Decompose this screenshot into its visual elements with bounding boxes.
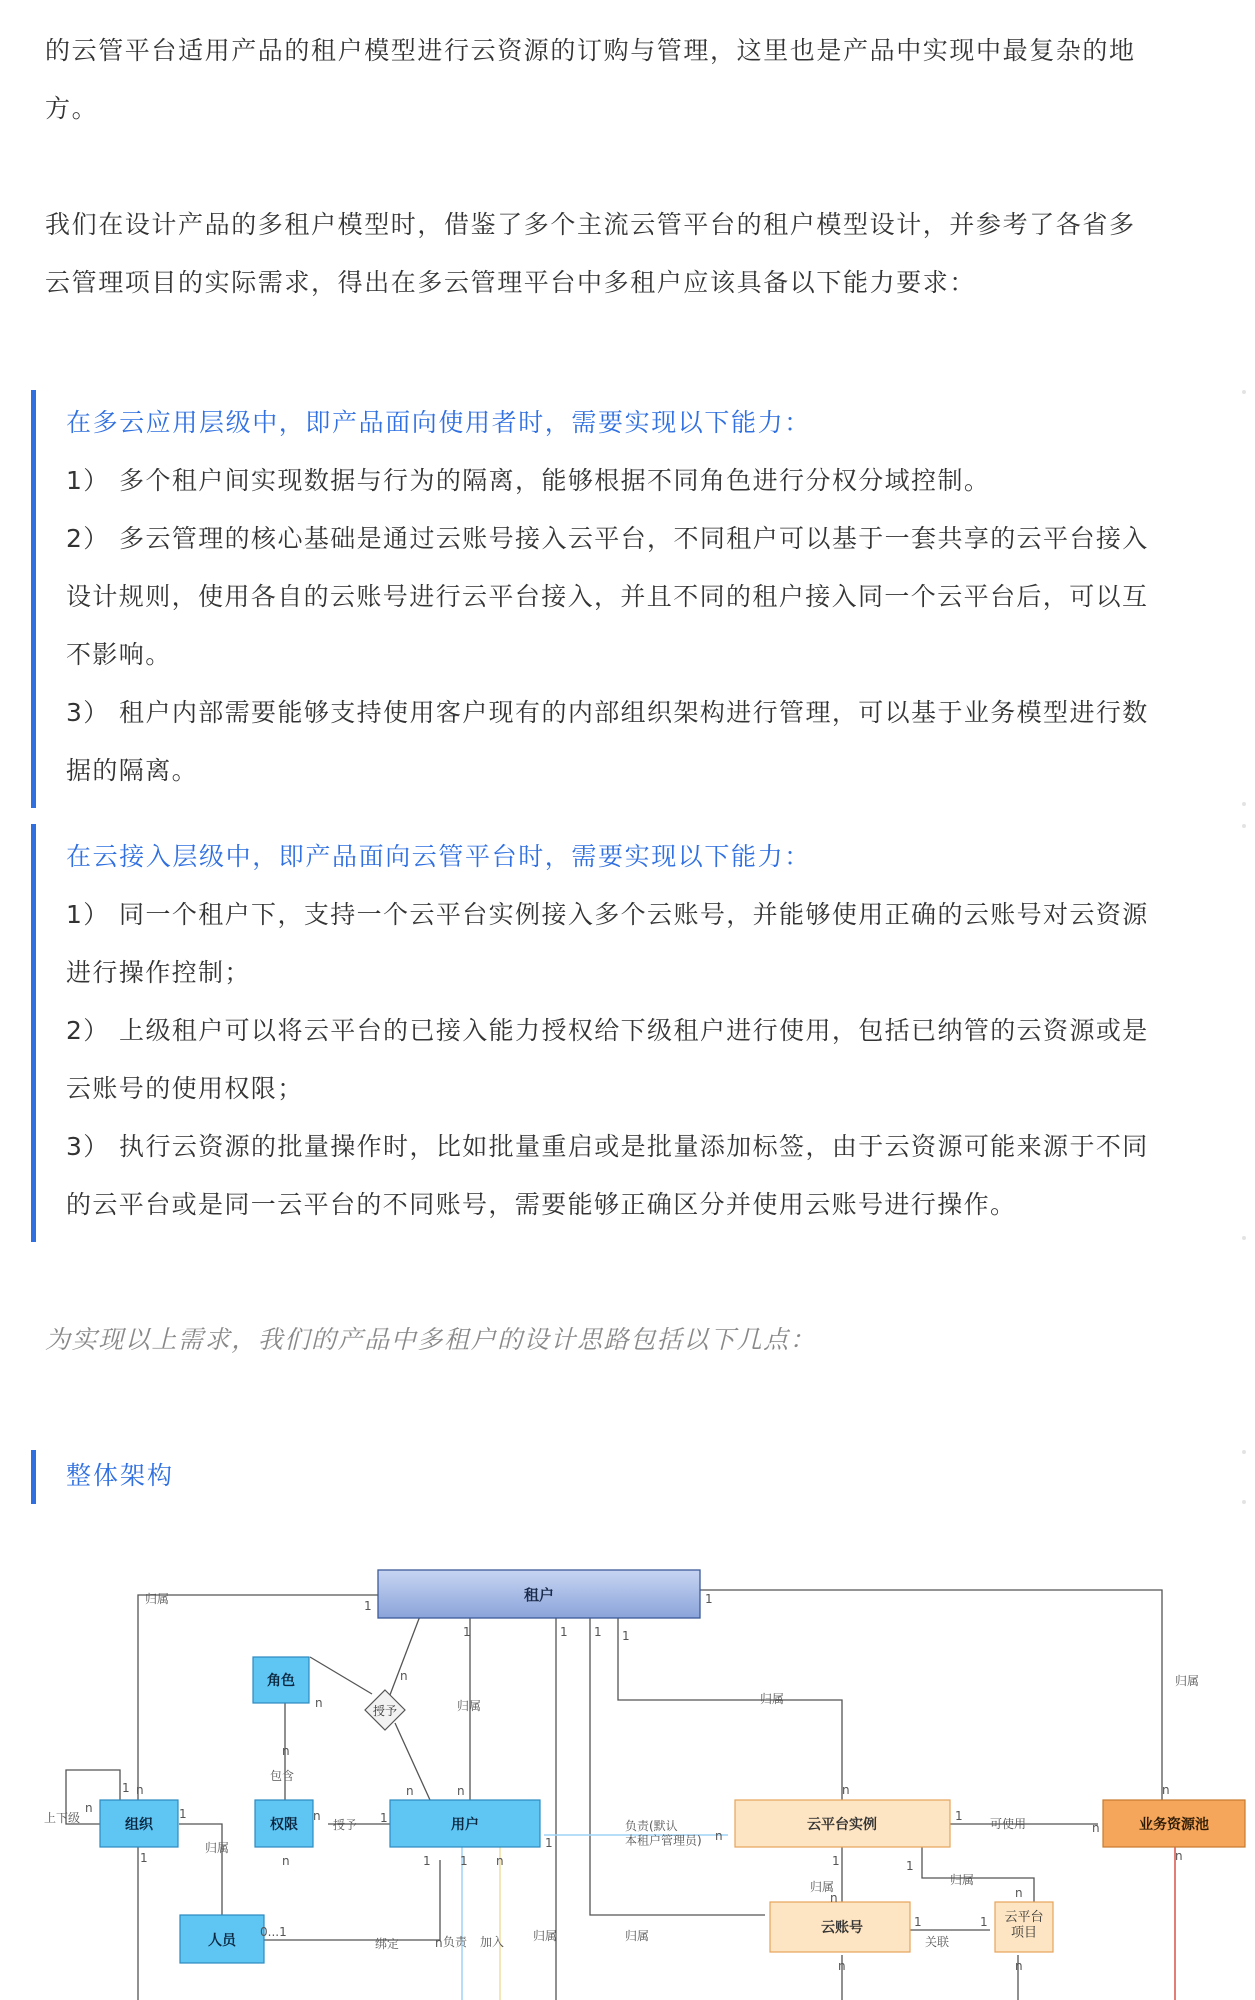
tenant-architecture-diagram bbox=[0, 1540, 1255, 2000]
intro-para2-line-2: 云管理项目的实际需求，得出在多云管理平台中多租户应该具备以下能力要求： bbox=[45, 268, 977, 297]
svg-text:组织: 组织 bbox=[125, 1817, 153, 1833]
svg-text:n: n bbox=[406, 1784, 414, 1798]
corner-dot bbox=[1242, 1500, 1246, 1504]
svg-text:1: 1 bbox=[622, 1629, 630, 1643]
quote-block-application-layer bbox=[31, 390, 1226, 808]
svg-text:n: n bbox=[842, 1783, 850, 1797]
svg-text:1: 1 bbox=[179, 1807, 187, 1821]
quote-item: 据的隔离。 bbox=[66, 756, 199, 785]
svg-text:n: n bbox=[496, 1854, 504, 1868]
project-label-line1: 云平台项目 bbox=[1004, 1910, 1044, 1941]
quote-item: 3） 租户内部需要能够支持使用客户现有的内部组织架构进行管理，可以基于业务模型进行数 bbox=[66, 698, 1149, 727]
svg-text:1: 1 bbox=[980, 1915, 988, 1929]
svg-text:云平台实例: 云平台实例 bbox=[807, 1817, 877, 1833]
intro-line-2: 方。 bbox=[45, 94, 99, 123]
quote-item: 2） 上级租户可以将云平台的已接入能力授权给下级租户进行使用，包括已纳管的云资源或是 bbox=[66, 1016, 1149, 1045]
svg-text:上下级: 上下级 bbox=[44, 1811, 81, 1825]
svg-text:1: 1 bbox=[140, 1851, 148, 1865]
svg-text:角色: 角色 bbox=[267, 1673, 295, 1689]
svg-text:关联: 关联 bbox=[925, 1935, 950, 1949]
svg-text:1: 1 bbox=[380, 1811, 388, 1825]
node-person bbox=[180, 1915, 264, 1963]
svg-text:1: 1 bbox=[832, 1854, 840, 1868]
svg-text:权限: 权限 bbox=[270, 1817, 298, 1833]
node-cloud-account bbox=[770, 1902, 910, 1952]
svg-text:n: n bbox=[85, 1801, 93, 1815]
intro-line-1: 的云管平台适用产品的租户模型进行云资源的订购与管理，这里也是产品中实现中最复杂的地 bbox=[45, 36, 1136, 65]
svg-text:n: n bbox=[715, 1829, 723, 1843]
svg-text:1: 1 bbox=[906, 1859, 914, 1873]
design-note: 为实现以上需求，我们的产品中多租户的设计思路包括以下几点： bbox=[45, 1325, 817, 1354]
svg-text:1: 1 bbox=[545, 1836, 553, 1850]
node-cloud-instance bbox=[735, 1800, 950, 1847]
svg-text:n: n bbox=[838, 1959, 846, 1973]
quote-heading: 在多云应用层级中，即产品面向使用者时，需要实现以下能力： bbox=[66, 408, 811, 437]
svg-text:归属: 归属 bbox=[950, 1873, 975, 1887]
quote-item: 1） 多个租户间实现数据与行为的隔离，能够根据不同角色进行分权分域控制。 bbox=[66, 466, 991, 495]
corner-dot bbox=[1242, 802, 1246, 806]
svg-text:归属: 归属 bbox=[760, 1692, 785, 1706]
svg-text:1: 1 bbox=[460, 1854, 468, 1868]
quote-item: 云账号的使用权限； bbox=[66, 1074, 304, 1103]
corner-dot bbox=[1242, 1450, 1246, 1454]
svg-text:n: n bbox=[313, 1809, 321, 1823]
svg-text:1: 1 bbox=[423, 1854, 431, 1868]
node-business-pool bbox=[1103, 1800, 1245, 1847]
corner-dot bbox=[1242, 1236, 1246, 1240]
svg-text:1: 1 bbox=[594, 1625, 602, 1639]
corner-dot bbox=[1242, 824, 1246, 828]
svg-text:授予: 授予 bbox=[333, 1818, 358, 1832]
svg-text:用户: 用户 bbox=[451, 1817, 479, 1833]
svg-text:1: 1 bbox=[705, 1592, 713, 1606]
quote-item: 进行操作控制； bbox=[66, 958, 251, 987]
svg-text:n: n bbox=[457, 1784, 465, 1798]
svg-text:n: n bbox=[136, 1783, 144, 1797]
section-title: 整体架构 bbox=[66, 1461, 175, 1490]
quote-item: 2） 多云管理的核心基础是通过云账号接入云平台，不同租户可以基于一套共享的云平台接入 bbox=[66, 524, 1149, 553]
quote-item: 3） 执行云资源的批量操作时，比如批量重启或是批量添加标签，由于云资源可能来源于不同 bbox=[66, 1132, 1149, 1161]
svg-text:可使用: 可使用 bbox=[990, 1817, 1027, 1831]
svg-text:绑定: 绑定 bbox=[375, 1937, 400, 1951]
svg-text:加入: 加入 bbox=[480, 1935, 505, 1949]
svg-text:n: n bbox=[435, 1936, 443, 1950]
svg-text:n: n bbox=[830, 1891, 838, 1905]
node-user bbox=[390, 1800, 540, 1847]
quote-item: 设计规则，使用各自的云账号进行云平台接入，并且不同的租户接入同一个云平台后，可以互 bbox=[66, 582, 1149, 611]
label-responsible-default: 负责(默认本租户管理员) bbox=[625, 1819, 702, 1848]
node-tenant bbox=[378, 1570, 700, 1618]
svg-text:1: 1 bbox=[955, 1809, 963, 1823]
svg-text:归属: 归属 bbox=[625, 1929, 650, 1943]
svg-text:1: 1 bbox=[364, 1599, 372, 1613]
svg-text:云账号: 云账号 bbox=[821, 1920, 863, 1936]
quote-block-cloud-access-layer bbox=[31, 824, 1226, 1242]
svg-text:n: n bbox=[400, 1669, 408, 1683]
quote-item: 1） 同一个租户下，支持一个云平台实例接入多个云账号，并能够使用正确的云账号对云资源 bbox=[66, 900, 1149, 929]
section-heading-architecture bbox=[31, 1450, 1226, 1504]
svg-text:n: n bbox=[1162, 1783, 1170, 1797]
svg-text:归属: 归属 bbox=[810, 1880, 835, 1894]
svg-text:0...1: 0...1 bbox=[260, 1925, 287, 1939]
svg-text:n: n bbox=[315, 1696, 323, 1710]
quote-heading: 在云接入层级中，即产品面向云管平台时，需要实现以下能力： bbox=[66, 842, 811, 871]
svg-text:1: 1 bbox=[914, 1915, 922, 1929]
node-grant-diamond bbox=[365, 1690, 405, 1730]
node-org bbox=[100, 1800, 178, 1847]
svg-text:n: n bbox=[1092, 1821, 1100, 1835]
node-cloud-project bbox=[995, 1902, 1053, 1952]
intro-para2-line-1: 我们在设计产品的多租户模型时，借鉴了多个主流云管平台的租户模型设计，并参考了各省多 bbox=[45, 210, 1136, 239]
svg-text:归属: 归属 bbox=[457, 1699, 482, 1713]
svg-text:包含: 包含 bbox=[270, 1769, 295, 1783]
node-permission bbox=[255, 1800, 313, 1847]
quote-item: 不影响。 bbox=[66, 640, 172, 669]
svg-text:n: n bbox=[282, 1854, 290, 1868]
svg-text:n: n bbox=[282, 1744, 290, 1758]
label-belong: 归属 bbox=[145, 1592, 170, 1606]
svg-text:n: n bbox=[1175, 1849, 1183, 1863]
svg-text:人员: 人员 bbox=[208, 1933, 236, 1949]
svg-text:归属: 归属 bbox=[533, 1929, 558, 1943]
svg-text:归属: 归属 bbox=[205, 1841, 230, 1855]
svg-text:n: n bbox=[1015, 1886, 1023, 1900]
svg-text:n: n bbox=[1015, 1959, 1023, 1973]
svg-text:业务资源池: 业务资源池 bbox=[1139, 1817, 1209, 1833]
svg-text:授予: 授予 bbox=[372, 1704, 398, 1718]
svg-text:1: 1 bbox=[122, 1781, 130, 1795]
svg-text:1: 1 bbox=[560, 1625, 568, 1639]
node-role bbox=[253, 1657, 309, 1703]
svg-text:负责: 负责 bbox=[443, 1935, 468, 1949]
corner-dot bbox=[1242, 390, 1246, 394]
node-label: 租户 bbox=[523, 1586, 555, 1604]
svg-text:1: 1 bbox=[463, 1625, 471, 1639]
svg-text:归属: 归属 bbox=[1175, 1674, 1200, 1688]
quote-item: 的云平台或是同一云平台的不同账号，需要能够正确区分并使用云账号进行操作。 bbox=[66, 1190, 1017, 1219]
